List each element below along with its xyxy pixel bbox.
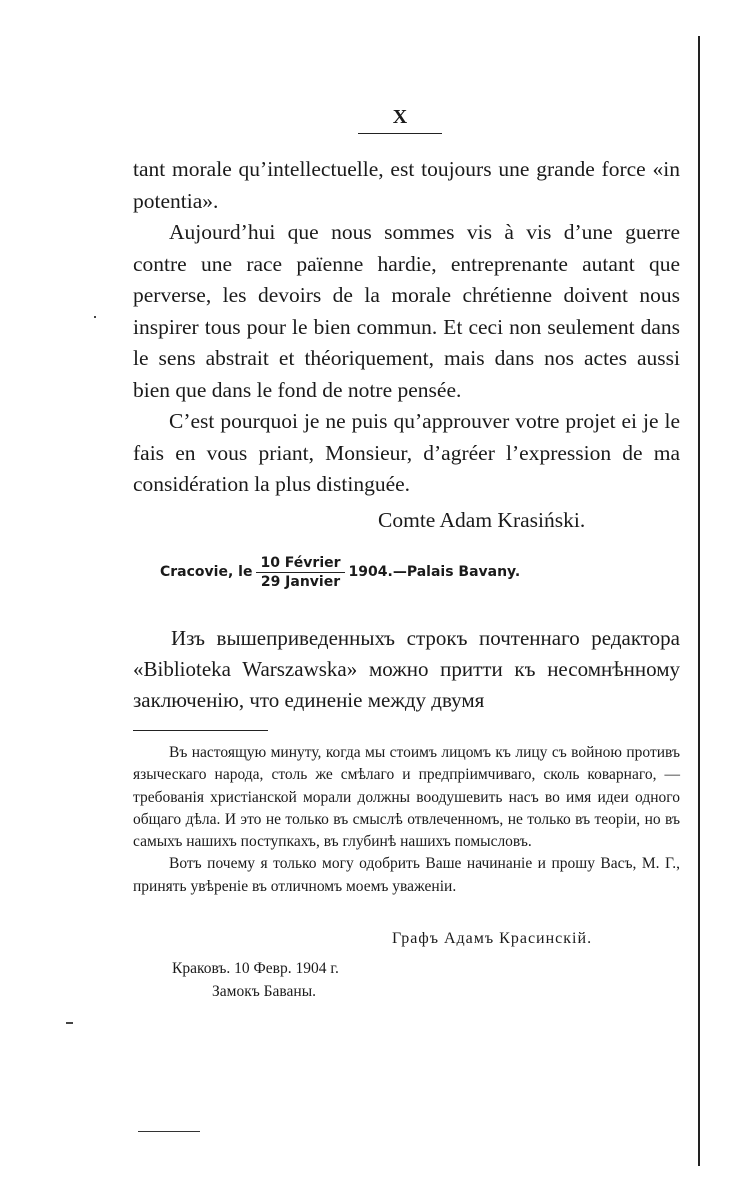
french-dateline — [160, 550, 520, 594]
footnote-paragraph: Вотъ почему я только могу одобрить Ваше начинаніе и прошу Васъ, М. Г., принять увѣреніе въ отличномъ моемъ уваженіи. — [133, 855, 680, 895]
footnote-castle: Замокъ Баваны. — [212, 983, 316, 1000]
footnote-place-date: Краковъ. 10 Февр. 1904 г. — [172, 960, 339, 977]
page-number: X — [392, 106, 408, 128]
dateline-new-style-date: 10 Février — [256, 555, 344, 573]
russian-body — [133, 623, 680, 716]
french-paragraph: C’est pourquoi je ne puis qu’approuver votre projet ei je le fais en vous priant, Monsieur, d’agréer l’expression de ma considération la plus distinguée. — [133, 409, 680, 496]
footnote-paragraph: Въ настоящую минуту, когда мы стоимъ лицомъ къ лицу съ войною противъ языческаго народа, столь же смѣлаго и предпріимчиваго, сколь коварнаго, — требованія христіанской морали должны воодушевить насъ во имя идеи одного общаго дѣла. И это не только въ смыслѣ отвлеченномъ, не только въ теоріи, но въ самыхъ нашихъ поступкахъ, въ глубинѣ нашихъ помысловъ. — [133, 744, 680, 851]
bottom-rule — [138, 1131, 200, 1132]
french-paragraph: tant morale qu’intellectuelle, est toujours une grande force «in potentia». — [133, 157, 680, 213]
dateline-rest: 1904.—Palais Bavany. — [348, 564, 521, 580]
scan-speck — [94, 316, 96, 318]
french-letter-body — [133, 154, 680, 501]
french-signature: Comte Adam Krasiński. — [378, 508, 586, 532]
dateline-place: Cracovie, le — [160, 564, 253, 580]
dateline-date-fraction — [256, 555, 344, 590]
scan-speck — [66, 1022, 73, 1024]
russian-paragraph: Изъ вышеприведенныхъ строкъ почтеннаго редактора «Biblioteka Warszawska» можно притти къ несомнѣнному заключенію, что единеніе между двумя — [133, 626, 680, 712]
footnote-signature: Графъ Адамъ Красинскій. — [392, 930, 593, 947]
page-edge-line — [698, 36, 700, 1166]
page-number-rule — [358, 133, 442, 134]
footnote-body — [133, 742, 680, 898]
footnote-rule — [133, 730, 268, 731]
dateline-old-style-date: 29 Janvier — [260, 573, 341, 590]
french-paragraph: Aujourd’hui que nous sommes vis à vis d’une guerre contre une race païenne hardie, entreprenante autant que perverse, les devoirs de la morale chrétienne doivent nous inspirer tous pour le bien commun. Et ceci non seulement dans le sens abstrait et théoriquement, mais dans nos actes aussi bien que dans le fond de notre pensée. — [133, 220, 680, 402]
